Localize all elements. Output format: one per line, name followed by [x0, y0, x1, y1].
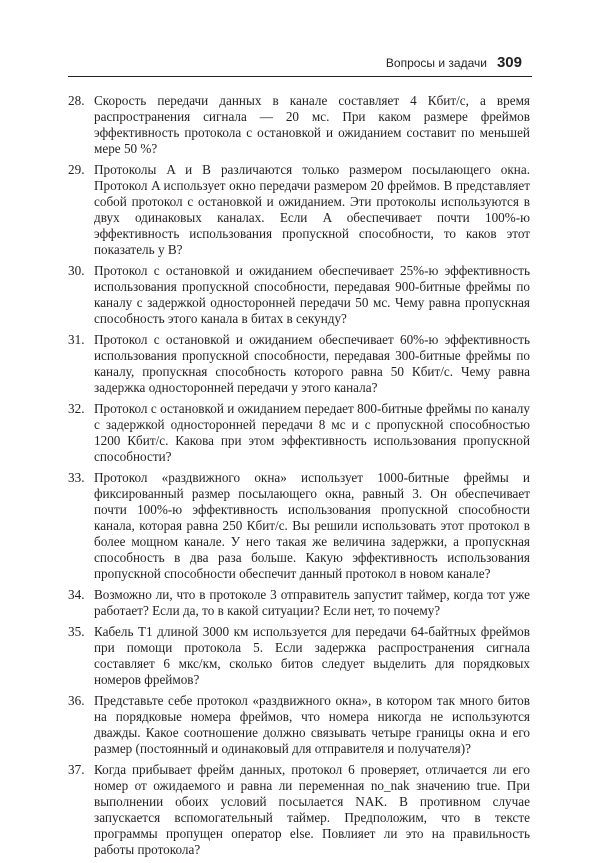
question-number: 33. — [68, 470, 85, 485]
question-number: 30. — [68, 263, 85, 278]
section-title: Вопросы и задачи — [385, 56, 487, 70]
question-text: Когда прибывает фрейм данных, протокол 6 проверяет, отличается ли его номер от ожидаемого и равна ли переменная no_nak значению true. При выполнении обоих условий посылается NAK. В противном случае запускается вспомогательный таймер. Предположим, что в тексте программы пропущен оператор else. Повлияет ли это на правильность работы протокола? — [94, 762, 530, 857]
question-item — [68, 401, 530, 465]
question-text: Протокол с остановкой и ожиданием передает 800-битные фреймы по каналу с задержкой односторонней передачи 8 мс и с пропускной способностью 1200 Кбит/с. Какова при этом эффективность использования пропускной способности? — [94, 401, 530, 464]
question-text: Протокол с остановкой и ожиданием обеспечивает 25%-ю эффективность использования пропускной способности, передавая 900-битные фреймы по каналу с задержкой односторонней передачи 50 мс. Чему равна пропускная способность этого канала в битах в секунду? — [94, 263, 530, 326]
question-text: Протокол с остановкой и ожиданием обеспечивает 60%-ю эффективность использования пропускной способности, передавая 300-битные фреймы по каналу, пропускная способность которого равна 50 Кбит/с. Чему равна задержка односторонней передачи у этого канала? — [94, 332, 530, 395]
question-item — [68, 693, 530, 757]
question-number: 37. — [68, 762, 85, 777]
question-text: Возможно ли, что в протоколе 3 отправитель запустит таймер, когда тот уже работает? Если да, то в какой ситуации? Если нет, то почему? — [94, 587, 530, 618]
header-rule — [68, 76, 532, 77]
question-item — [68, 470, 530, 582]
question-text: Протокол «раздвижного окна» использует 1000-битные фреймы и фиксированный размер посылающего окна, равный 3. Он обеспечивает почти 100%-ю эффективность использования пропускной способности канала, которая равна 250 Кбит/с. Вы решили использовать этот протокол в более мощном канале. У него такая же величина задержки, а пропускная способность в два раза больше. Какую эффективность использования пропускной способности обеспечит данный протокол в новом канале? — [94, 470, 530, 581]
question-number: 36. — [68, 693, 85, 708]
page-number: 309 — [496, 54, 522, 71]
question-number: 29. — [68, 162, 85, 177]
question-item — [68, 762, 530, 858]
question-text: Протоколы A и B различаются только размером посылающего окна. Протокол A использует окно передачи размером 20 фреймов. B представляет собой протокол с остановкой и ожиданием. Эти протоколы используются в двух одинаковых каналах. Если A обеспечивает почти 100%-ю эффективность использования пропускной способности, то каков этот показатель у B? — [94, 162, 530, 257]
question-item — [68, 587, 530, 619]
question-text: Скорость передачи данных в канале составляет 4 Кбит/с, а время распространения сигнала — 20 мс. При каком размере фреймов эффективность протокола с остановкой и ожиданием составит по меньшей мере 50 %? — [94, 93, 530, 156]
question-number: 28. — [68, 93, 85, 108]
question-item — [68, 624, 530, 688]
question-number: 32. — [68, 401, 85, 416]
question-item — [68, 93, 530, 157]
question-number: 34. — [68, 587, 85, 602]
running-header — [386, 54, 522, 71]
question-item — [68, 263, 530, 327]
question-item — [68, 162, 530, 258]
question-text: Кабель T1 длиной 3000 км используется для передачи 64-байтных фреймов при помощи протокола 5. Если задержка распространения сигнала составляет 6 мкс/км, сколько битов следует выделить для порядковых номеров фреймов? — [94, 624, 530, 687]
question-number: 35. — [68, 624, 85, 639]
question-number: 31. — [68, 332, 85, 347]
question-text: Представьте себе протокол «раздвижного окна», в котором так много битов на порядковые номера фреймов, что номера никогда не используются дважды. Какое соотношение должно связывать четыре границы окна и его размер (постоянный и одинаковый для отправителя и получателя)? — [94, 693, 530, 756]
question-list — [68, 93, 530, 863]
question-item — [68, 332, 530, 396]
